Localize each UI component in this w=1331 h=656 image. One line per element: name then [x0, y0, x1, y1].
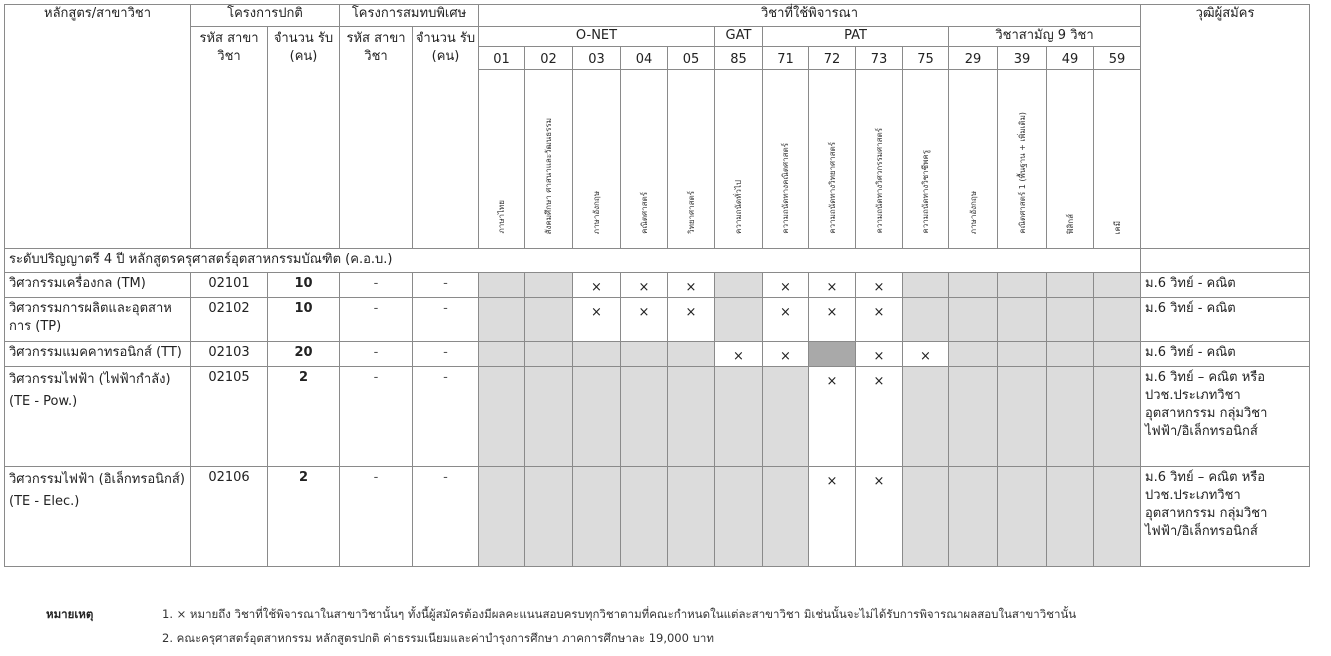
- subject-cell: [998, 367, 1047, 467]
- special-seats-header: จำนวน รับ (คน): [413, 27, 479, 249]
- subject-cell: [903, 467, 949, 567]
- subject-cell: [525, 298, 573, 342]
- subject-cell: [621, 342, 668, 367]
- subject-cell: [479, 467, 525, 567]
- program-seats: 10: [268, 298, 340, 342]
- special-seats: -: [413, 273, 479, 298]
- subject-cell: [715, 273, 763, 298]
- subject-cell: [479, 273, 525, 298]
- subject-mark: ×: [763, 342, 809, 367]
- subject-name: สังคมศึกษา ศาสนาและวัฒนธรรม: [525, 70, 573, 249]
- subject-cell: [1047, 467, 1094, 567]
- subject-mark: ×: [809, 298, 856, 342]
- subject-name: ความถนัดทางวิชาชีพครู: [903, 70, 949, 249]
- program-name: วิศวกรรมการผลิตและอุตสาหการ (TP): [5, 298, 191, 342]
- subject-mark: ×: [668, 273, 715, 298]
- subject-code: 75: [903, 47, 949, 70]
- subject-mark: ×: [573, 298, 621, 342]
- subject-code: 72: [809, 47, 856, 70]
- subject-cell: [1047, 367, 1094, 467]
- subject-cell: [573, 367, 621, 467]
- subject-cell: [479, 298, 525, 342]
- subject-cell: [949, 367, 998, 467]
- subject-name: ความถนัดทางวิทยาศาสตร์: [809, 70, 856, 249]
- subject-cell: [998, 467, 1047, 567]
- subject-mark: ×: [856, 367, 903, 467]
- subject-mark: ×: [715, 342, 763, 367]
- subject-mark: ×: [809, 467, 856, 567]
- section-qual-blank: [1141, 249, 1310, 273]
- subject-mark: ×: [903, 342, 949, 367]
- subject-mark: ×: [763, 273, 809, 298]
- program-name: วิศวกรรมไฟฟ้า (ไฟฟ้ากำลัง) (TE - Pow.): [5, 367, 191, 467]
- subject-cell: [949, 342, 998, 367]
- subject-name: คณิตศาสตร์ 1 (พื้นฐาน + เพิ่มเติม): [998, 70, 1047, 249]
- regular-code-header: รหัส สาขา วิชา: [191, 27, 268, 249]
- subject-cell: [949, 298, 998, 342]
- regular-program-header: โครงการปกติ: [191, 5, 340, 27]
- subject-code: 29: [949, 47, 998, 70]
- subject-code: 39: [998, 47, 1047, 70]
- subject-cell: [903, 273, 949, 298]
- subject-cell: [525, 467, 573, 567]
- special-code: -: [340, 467, 413, 567]
- program-code: 02105: [191, 367, 268, 467]
- subject-cell: [715, 367, 763, 467]
- subject-cell: [949, 467, 998, 567]
- special-code-header: รหัส สาขา วิชา: [340, 27, 413, 249]
- regular-seats-header: จำนวน รับ (คน): [268, 27, 340, 249]
- special-code: -: [340, 298, 413, 342]
- qualification: ม.6 วิทย์ – คณิต หรือ ปวช.ประเภทวิชา อุตสาหกรรม กลุ่มวิชา ไฟฟ้า/อิเล็กทรอนิกส์: [1141, 467, 1310, 567]
- qualification: ม.6 วิทย์ - คณิต: [1141, 342, 1310, 367]
- subject-cell: [809, 342, 856, 367]
- special-seats: -: [413, 467, 479, 567]
- subject-cell: [573, 467, 621, 567]
- subject-cell: [998, 298, 1047, 342]
- special-code: -: [340, 367, 413, 467]
- special-program-header: โครงการสมทบพิเศษ: [340, 5, 479, 27]
- qualification: ม.6 วิทย์ - คณิต: [1141, 273, 1310, 298]
- subject-cell: [621, 367, 668, 467]
- program-name: วิศวกรรมเครื่องกล (TM): [5, 273, 191, 298]
- subject-cell: [903, 298, 949, 342]
- subject-code: 85: [715, 47, 763, 70]
- subjects-header: วิชาที่ใช้พิจารณา: [479, 5, 1141, 27]
- subject-code: 05: [668, 47, 715, 70]
- subject-mark: ×: [621, 298, 668, 342]
- subject-cell: [1094, 342, 1141, 367]
- subject-mark: ×: [763, 298, 809, 342]
- special-seats: -: [413, 298, 479, 342]
- subject-cell: [1094, 298, 1141, 342]
- program-code: 02103: [191, 342, 268, 367]
- subject-code: 04: [621, 47, 668, 70]
- section-title: ระดับปริญญาตรี 4 ปี หลักสูตรครุศาสตร์อุตสาหกรรมบัณฑิต (ค.อ.บ.): [5, 249, 1141, 273]
- subject-name: ภาษาไทย: [479, 70, 525, 249]
- program-seats: 2: [268, 367, 340, 467]
- subject-code: 73: [856, 47, 903, 70]
- subject-mark: ×: [809, 273, 856, 298]
- notes-title: หมายเหตุ: [46, 607, 94, 621]
- subject-cell: [668, 367, 715, 467]
- subject-mark: ×: [668, 298, 715, 342]
- special-code: -: [340, 273, 413, 298]
- program-seats: 10: [268, 273, 340, 298]
- program-code: 02106: [191, 467, 268, 567]
- program-code: 02101: [191, 273, 268, 298]
- special-seats: -: [413, 367, 479, 467]
- subject-cell: [573, 342, 621, 367]
- subject-cell: [525, 342, 573, 367]
- subject-cell: [525, 367, 573, 467]
- gat-header: GAT: [715, 27, 763, 47]
- subject-name: ภาษาอังกฤษ: [573, 70, 621, 249]
- subject-mark: ×: [856, 298, 903, 342]
- subject-code: 71: [763, 47, 809, 70]
- subject-name: วิทยาศาสตร์: [668, 70, 715, 249]
- subject-cell: [715, 467, 763, 567]
- subject-name: ฟิสิกส์: [1047, 70, 1094, 249]
- subject-code: 02: [525, 47, 573, 70]
- pat-header: PAT: [763, 27, 949, 47]
- subject-name: ความถนัดทั่วไป: [715, 70, 763, 249]
- subject-mark: ×: [621, 273, 668, 298]
- subject-cell: [668, 467, 715, 567]
- subject-cell: [1047, 298, 1094, 342]
- subject-cell: [525, 273, 573, 298]
- subject-code: 03: [573, 47, 621, 70]
- subject-name: ความถนัดทางวิศวกรรมศาสตร์: [856, 70, 903, 249]
- note-2: 2. คณะครุศาสตร์อุตสาหกรรม หลักสูตรปกติ ค่าธรรมเนียมและค่าบำรุงการศึกษา ภาคการศึกษาละ 19,000 บาท: [162, 631, 714, 645]
- subject-mark: ×: [856, 342, 903, 367]
- qualification: ม.6 วิทย์ – คณิต หรือ ปวช.ประเภทวิชา อุตสาหกรรม กลุ่มวิชา ไฟฟ้า/อิเล็กทรอนิกส์: [1141, 367, 1310, 467]
- onet-header: O-NET: [479, 27, 715, 47]
- subject-name: ภาษาอังกฤษ: [949, 70, 998, 249]
- subject-cell: [668, 342, 715, 367]
- subject-code: 49: [1047, 47, 1094, 70]
- subject-name: เคมี: [1094, 70, 1141, 249]
- qualification-header: วุฒิผู้สมัคร: [1141, 5, 1310, 249]
- subject-cell: [763, 467, 809, 567]
- note-1: 1. × หมายถึง วิชาที่ใช้พิจารณาในสาขาวิชานั้นๆ ทั้งนี้ผู้สมัครต้องมีผลคะแนนสอบครบทุกวิชาตามที่คณะกำหนดในแต่ละสาขาวิชา มิเช่นนั้นจะไม่ได้รับการพิจารณาผลสอบในสาขาวิชานั้น: [162, 607, 1077, 621]
- subject-mark: ×: [856, 467, 903, 567]
- special-seats: -: [413, 342, 479, 367]
- subject-cell: [1047, 342, 1094, 367]
- subject-cell: [715, 298, 763, 342]
- subject-cell: [1094, 273, 1141, 298]
- subject-cell: [479, 367, 525, 467]
- subject-mark: ×: [856, 273, 903, 298]
- special-code: -: [340, 342, 413, 367]
- subject-name: คณิตศาสตร์: [621, 70, 668, 249]
- subject-code: 01: [479, 47, 525, 70]
- subject-cell: [1094, 367, 1141, 467]
- subject-cell: [998, 342, 1047, 367]
- subject-cell: [949, 273, 998, 298]
- qualification: ม.6 วิทย์ - คณิต: [1141, 298, 1310, 342]
- subject-cell: [1094, 467, 1141, 567]
- program-seats: 20: [268, 342, 340, 367]
- program-name: วิศวกรรมแมคคาทรอนิกส์ (TT): [5, 342, 191, 367]
- subject-cell: [903, 367, 949, 467]
- subject-cell: [621, 467, 668, 567]
- subject-cell: [1047, 273, 1094, 298]
- subject-cell: [998, 273, 1047, 298]
- subject-name: ความถนัดทางคณิตศาสตร์: [763, 70, 809, 249]
- subject-mark: ×: [573, 273, 621, 298]
- program-header: หลักสูตร/สาขาวิชา: [5, 5, 191, 249]
- program-code: 02102: [191, 298, 268, 342]
- subject-mark: ×: [809, 367, 856, 467]
- subject-code: 59: [1094, 47, 1141, 70]
- program-name: วิศวกรรมไฟฟ้า (อิเล็กทรอนิกส์) (TE - Elec.): [5, 467, 191, 567]
- subject-cell: [479, 342, 525, 367]
- admission-table: [4, 4, 1310, 567]
- nine-subjects-header: วิชาสามัญ 9 วิชา: [949, 27, 1141, 47]
- program-seats: 2: [268, 467, 340, 567]
- subject-cell: [763, 367, 809, 467]
